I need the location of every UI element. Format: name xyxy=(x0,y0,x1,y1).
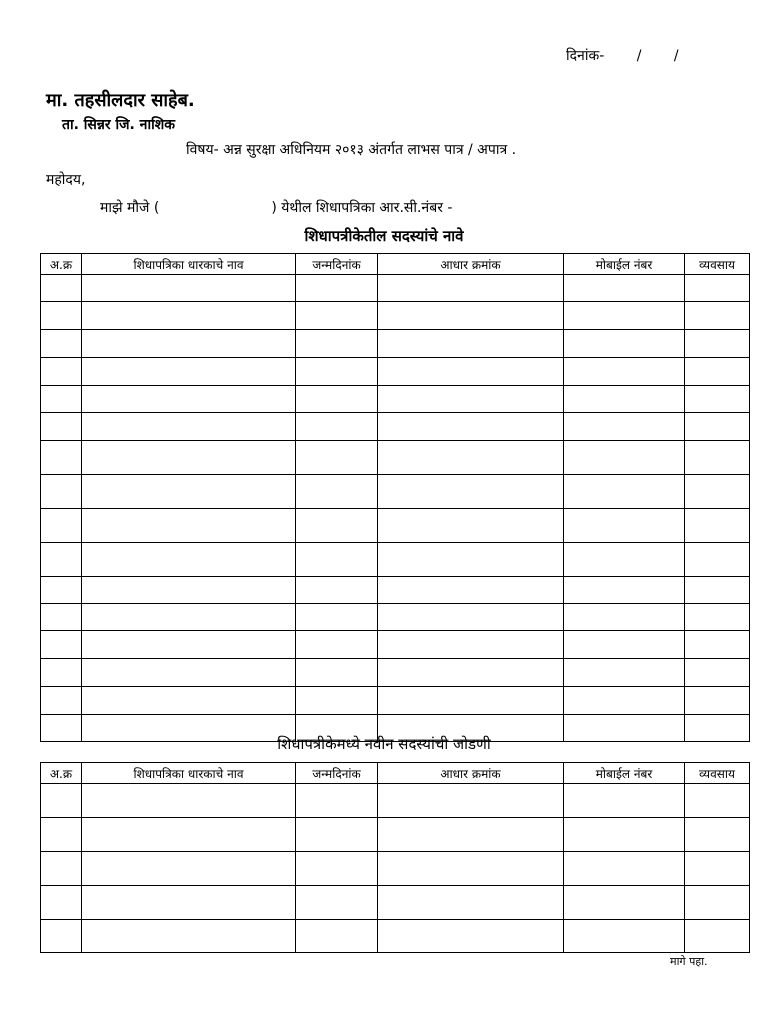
occupation-cell[interactable] xyxy=(685,687,750,715)
date-separator: / xyxy=(673,48,679,64)
birthdate-cell[interactable] xyxy=(296,631,378,659)
mobile-cell[interactable] xyxy=(564,543,685,577)
members-table-body xyxy=(41,275,750,742)
table-row xyxy=(41,543,750,577)
column-header-mobile: मोबाईल नंबर xyxy=(564,763,685,784)
new-members-table xyxy=(40,762,750,953)
mobile-cell[interactable] xyxy=(564,659,685,687)
occupation-cell[interactable] xyxy=(685,275,750,302)
aadhaar-cell[interactable] xyxy=(378,604,564,631)
mobile-cell[interactable] xyxy=(564,886,685,920)
birthdate-cell[interactable] xyxy=(296,543,378,577)
aadhaar-cell[interactable] xyxy=(378,920,564,953)
occupation-cell[interactable] xyxy=(685,330,750,358)
table-row xyxy=(41,358,750,386)
serial-cell[interactable] xyxy=(41,441,82,475)
mobile-cell[interactable] xyxy=(564,852,685,886)
serial-cell[interactable] xyxy=(41,604,82,631)
occupation-cell[interactable] xyxy=(685,475,750,509)
table-row xyxy=(41,604,750,631)
birthdate-cell[interactable] xyxy=(296,659,378,687)
column-header-serial: अ.क्र xyxy=(41,763,82,784)
serial-cell[interactable] xyxy=(41,275,82,302)
birthdate-cell[interactable] xyxy=(296,818,378,852)
serial-cell[interactable] xyxy=(41,413,82,441)
mobile-cell[interactable] xyxy=(564,386,685,413)
village-line xyxy=(100,198,452,217)
aadhaar-cell[interactable] xyxy=(378,886,564,920)
holder-name-cell[interactable] xyxy=(82,886,296,920)
occupation-cell[interactable] xyxy=(685,413,750,441)
serial-cell[interactable] xyxy=(41,631,82,659)
aadhaar-cell[interactable] xyxy=(378,509,564,543)
birthdate-cell[interactable] xyxy=(296,604,378,631)
mobile-cell[interactable] xyxy=(564,631,685,659)
mobile-cell[interactable] xyxy=(564,604,685,631)
birthdate-cell[interactable] xyxy=(296,275,378,302)
new-members-table-body xyxy=(41,784,750,953)
holder-name-cell[interactable] xyxy=(82,413,296,441)
occupation-cell[interactable] xyxy=(685,920,750,953)
mobile-cell[interactable] xyxy=(564,441,685,475)
mobile-cell[interactable] xyxy=(564,330,685,358)
aadhaar-cell[interactable] xyxy=(378,631,564,659)
table-row xyxy=(41,330,750,358)
table-row xyxy=(41,302,750,330)
birthdate-cell[interactable] xyxy=(296,441,378,475)
mobile-cell[interactable] xyxy=(564,475,685,509)
village-suffix: ) येथील शिधापत्रिका आर.सी.नंबर - xyxy=(271,200,453,216)
aadhaar-cell[interactable] xyxy=(378,818,564,852)
table-row xyxy=(41,886,750,920)
table-row xyxy=(41,577,750,604)
occupation-cell[interactable] xyxy=(685,386,750,413)
holder-name-cell[interactable] xyxy=(82,441,296,475)
birthdate-cell[interactable] xyxy=(296,687,378,715)
column-header-occupation: व्यवसाय xyxy=(685,763,750,784)
table-header-row xyxy=(41,763,750,784)
aadhaar-cell[interactable] xyxy=(378,386,564,413)
holder-name-cell[interactable] xyxy=(82,784,296,818)
mobile-cell[interactable] xyxy=(564,413,685,441)
table-header-row xyxy=(41,254,750,275)
addressee: मा. तहसीलदार साहेब. xyxy=(46,90,195,111)
serial-cell[interactable] xyxy=(41,386,82,413)
holder-name-cell[interactable] xyxy=(82,687,296,715)
aadhaar-cell[interactable] xyxy=(378,330,564,358)
occupation-cell[interactable] xyxy=(685,604,750,631)
mobile-cell[interactable] xyxy=(564,302,685,330)
holder-name-cell[interactable] xyxy=(82,631,296,659)
holder-name-cell[interactable] xyxy=(82,275,296,302)
holder-name-cell[interactable] xyxy=(82,604,296,631)
serial-cell[interactable] xyxy=(41,358,82,386)
table-row xyxy=(41,413,750,441)
holder-name-cell[interactable] xyxy=(82,920,296,953)
holder-name-cell[interactable] xyxy=(82,543,296,577)
aadhaar-cell[interactable] xyxy=(378,441,564,475)
occupation-cell[interactable] xyxy=(685,659,750,687)
occupation-cell[interactable] xyxy=(685,818,750,852)
salutation: महोदय, xyxy=(46,172,86,188)
serial-cell[interactable] xyxy=(41,687,82,715)
table-row xyxy=(41,687,750,715)
occupation-cell[interactable] xyxy=(685,441,750,475)
column-header-mobile: मोबाईल नंबर xyxy=(564,254,685,275)
village-prefix: माझे मौजे ( xyxy=(100,200,160,216)
table-row xyxy=(41,509,750,543)
table-row xyxy=(41,386,750,413)
mobile-cell[interactable] xyxy=(564,818,685,852)
aadhaar-cell[interactable] xyxy=(378,687,564,715)
holder-name-cell[interactable] xyxy=(82,386,296,413)
table-row xyxy=(41,852,750,886)
serial-cell[interactable] xyxy=(41,784,82,818)
table-row xyxy=(41,920,750,953)
serial-cell[interactable] xyxy=(41,543,82,577)
occupation-cell[interactable] xyxy=(685,631,750,659)
address-line: ता. सिन्नर जि. नाशिक xyxy=(62,117,175,133)
table-row xyxy=(41,818,750,852)
serial-cell[interactable] xyxy=(41,577,82,604)
birthdate-cell[interactable] xyxy=(296,852,378,886)
holder-name-cell[interactable] xyxy=(82,302,296,330)
table-row xyxy=(41,475,750,509)
table-row xyxy=(41,631,750,659)
occupation-cell[interactable] xyxy=(685,358,750,386)
occupation-cell[interactable] xyxy=(685,543,750,577)
serial-cell[interactable] xyxy=(41,886,82,920)
holder-name-cell[interactable] xyxy=(82,577,296,604)
column-header-aadhaar: आधार क्रमांक xyxy=(378,763,564,784)
aadhaar-cell[interactable] xyxy=(378,413,564,441)
column-header-aadhaar: आधार क्रमांक xyxy=(378,254,564,275)
serial-cell[interactable] xyxy=(41,302,82,330)
aadhaar-cell[interactable] xyxy=(378,784,564,818)
aadhaar-cell[interactable] xyxy=(378,577,564,604)
serial-cell[interactable] xyxy=(41,920,82,953)
serial-cell[interactable] xyxy=(41,818,82,852)
holder-name-cell[interactable] xyxy=(82,475,296,509)
column-header-birthdate: जन्मदिनांक xyxy=(296,763,378,784)
holder-name-cell[interactable] xyxy=(82,330,296,358)
birthdate-cell[interactable] xyxy=(296,784,378,818)
birthdate-cell[interactable] xyxy=(296,302,378,330)
occupation-cell[interactable] xyxy=(685,784,750,818)
holder-name-cell[interactable] xyxy=(82,659,296,687)
date-line xyxy=(566,46,679,65)
occupation-cell[interactable] xyxy=(685,577,750,604)
column-header-holder-name: शिधापत्रिका धारकाचे नाव xyxy=(82,763,296,784)
serial-cell[interactable] xyxy=(41,475,82,509)
aadhaar-cell[interactable] xyxy=(378,302,564,330)
mobile-cell[interactable] xyxy=(564,687,685,715)
table-row xyxy=(41,784,750,818)
serial-cell[interactable] xyxy=(41,330,82,358)
mobile-cell[interactable] xyxy=(564,920,685,953)
birthdate-cell[interactable] xyxy=(296,920,378,953)
mobile-cell[interactable] xyxy=(564,784,685,818)
aadhaar-cell[interactable] xyxy=(378,475,564,509)
mobile-cell[interactable] xyxy=(564,577,685,604)
birthdate-cell[interactable] xyxy=(296,577,378,604)
holder-name-cell[interactable] xyxy=(82,818,296,852)
holder-name-cell[interactable] xyxy=(82,509,296,543)
birthdate-cell[interactable] xyxy=(296,475,378,509)
column-header-serial: अ.क्र xyxy=(41,254,82,275)
occupation-cell[interactable] xyxy=(685,886,750,920)
date-separator: / xyxy=(636,48,642,64)
column-header-birthdate: जन्मदिनांक xyxy=(296,254,378,275)
birthdate-cell[interactable] xyxy=(296,886,378,920)
members-table xyxy=(40,253,750,742)
birthdate-cell[interactable] xyxy=(296,509,378,543)
column-header-occupation: व्यवसाय xyxy=(685,254,750,275)
section2-title: शिधापत्रीकेमध्ये नवीन सदस्यांची जोडणी xyxy=(277,735,491,753)
serial-cell[interactable] xyxy=(41,509,82,543)
birthdate-cell[interactable] xyxy=(296,330,378,358)
occupation-cell[interactable] xyxy=(685,509,750,543)
aadhaar-cell[interactable] xyxy=(378,659,564,687)
table-row xyxy=(41,441,750,475)
aadhaar-cell[interactable] xyxy=(378,543,564,577)
holder-name-cell[interactable] xyxy=(82,852,296,886)
table-row xyxy=(41,659,750,687)
mobile-cell[interactable] xyxy=(564,358,685,386)
table-row xyxy=(41,275,750,302)
birthdate-cell[interactable] xyxy=(296,413,378,441)
section1-title: शिधापत्रीकेतील सदस्यांचे नावे xyxy=(304,227,464,245)
mobile-cell[interactable] xyxy=(564,275,685,302)
birthdate-cell[interactable] xyxy=(296,386,378,413)
occupation-cell[interactable] xyxy=(685,852,750,886)
occupation-cell[interactable] xyxy=(685,302,750,330)
aadhaar-cell[interactable] xyxy=(378,358,564,386)
birthdate-cell[interactable] xyxy=(296,358,378,386)
holder-name-cell[interactable] xyxy=(82,358,296,386)
aadhaar-cell[interactable] xyxy=(378,852,564,886)
serial-cell[interactable] xyxy=(41,659,82,687)
footer-note: मागे पहा. xyxy=(670,955,708,968)
aadhaar-cell[interactable] xyxy=(378,275,564,302)
serial-cell[interactable] xyxy=(41,852,82,886)
column-header-holder-name: शिधापत्रिका धारकाचे नाव xyxy=(82,254,296,275)
mobile-cell[interactable] xyxy=(564,509,685,543)
subject-line: विषय- अन्न सुरक्षा अधिनियम २०१३ अंतर्गत लाभस पात्र / अपात्र . xyxy=(186,142,517,158)
date-label: दिनांक- xyxy=(566,48,605,64)
